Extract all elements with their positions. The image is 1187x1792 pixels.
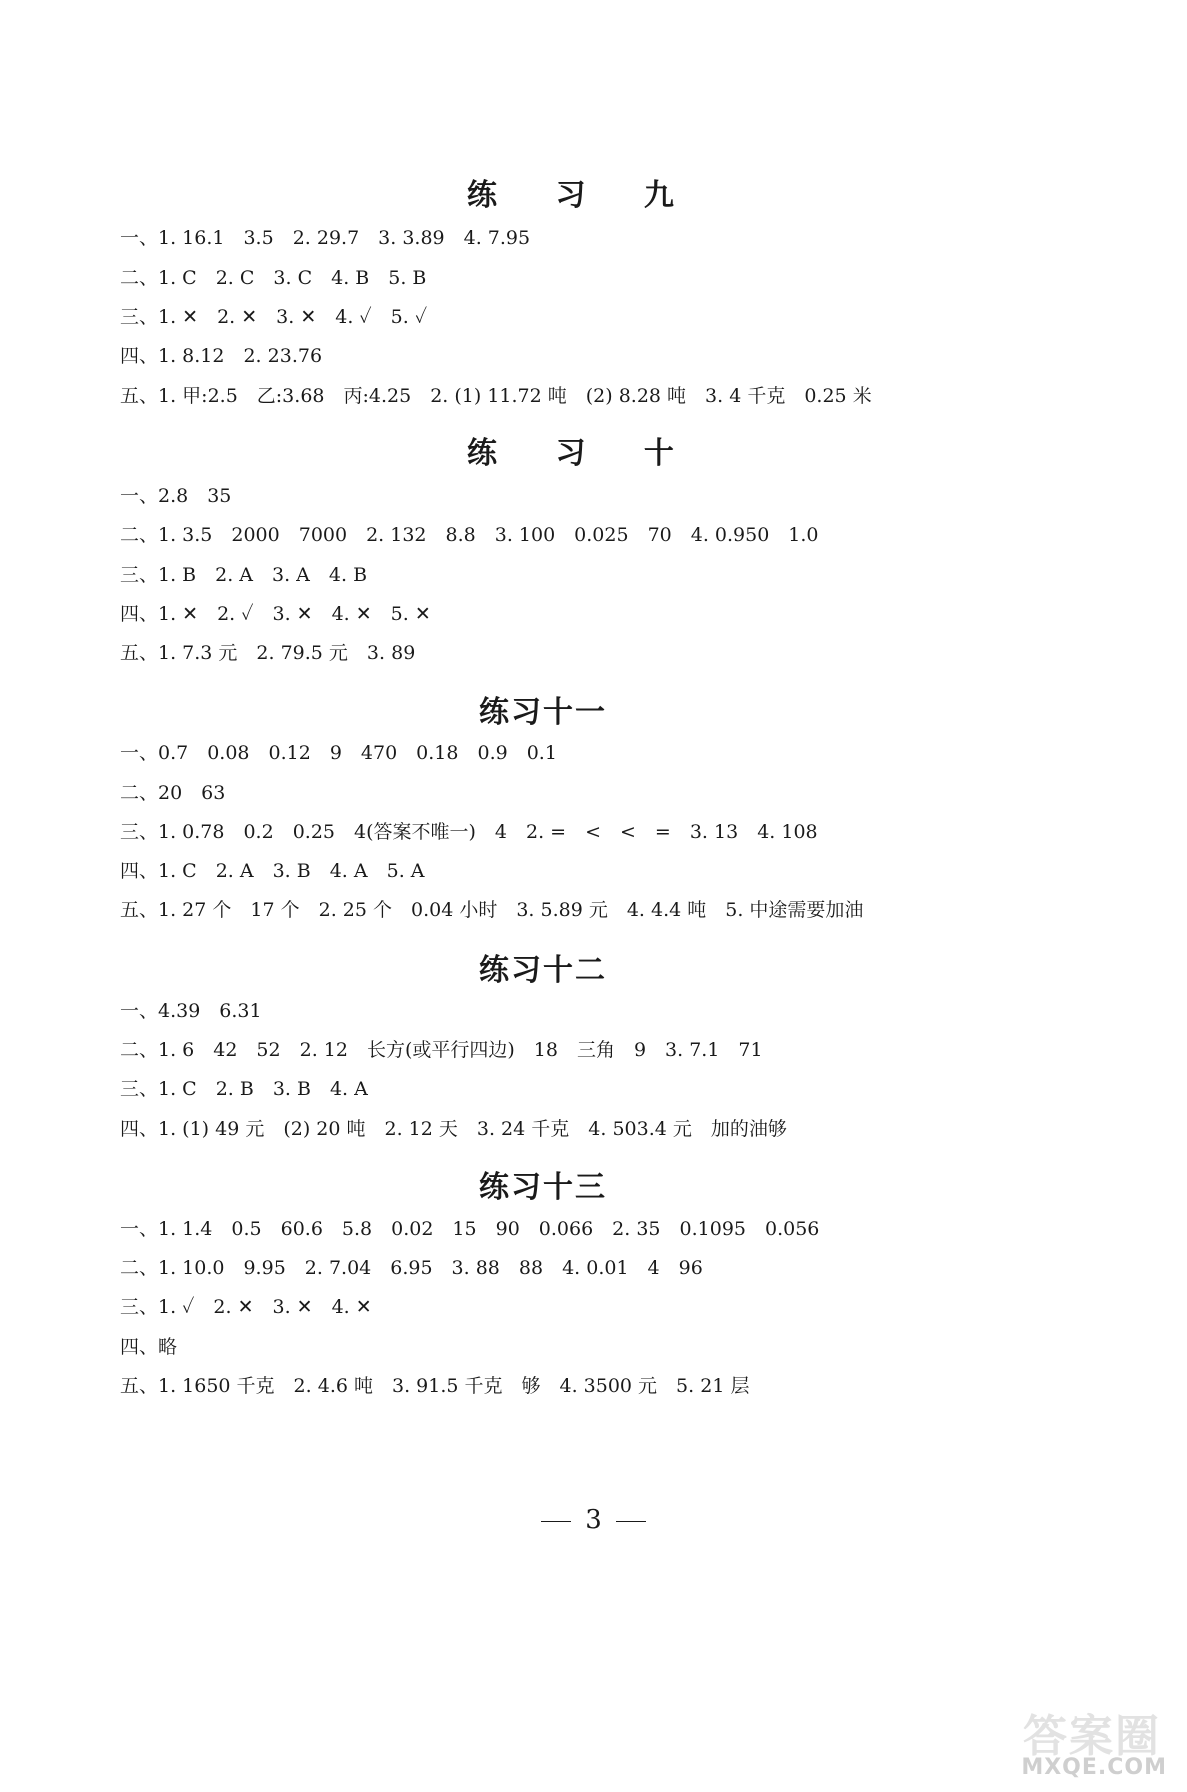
answer-line: 五、1. 27 个 17 个 2. 25 个 0.04 小时 3. 5.89 元 4. 4.4 吨 5. 中途需要加油 (120, 899, 864, 921)
watermark-logo: 答案圈 (1023, 1711, 1161, 1762)
section-title-lianxi-9: 练 习 九 (467, 178, 698, 213)
answer-line: 二、1. 10.0 9.95 2. 7.04 6.95 3. 88 88 4. 0.01 4 96 (120, 1257, 703, 1279)
answer-line: 三、1. ✓ 2. ✕ 3. ✕ 4. ✕ (120, 1296, 372, 1318)
answer-line: 三、1. 0.78 0.2 0.25 4(答案不唯一) 4 2. = < < = 3. 13 4. 108 (120, 821, 818, 843)
answer-line: 二、20 63 (120, 782, 226, 804)
section-title-lianxi-13: 练习十三 (479, 1170, 607, 1205)
answer-line: 一、4.39 6.31 (120, 1000, 262, 1022)
answer-line: 二、1. 6 42 52 2. 12 长方(或平行四边) 18 三角 9 3. 7.1 71 (120, 1039, 763, 1061)
section-title-lianxi-11: 练习十一 (479, 695, 607, 730)
answer-line: 二、1. 3.5 2000 7000 2. 132 8.8 3. 100 0.025 70 4. 0.950 1.0 (120, 524, 819, 546)
section-title-lianxi-10: 练 习 十 (467, 436, 698, 471)
answer-line: 三、1. B 2. A 3. A 4. B (120, 564, 368, 586)
answer-line: 四、1. (1) 49 元 (2) 20 吨 2. 12 天 3. 24 千克 4. 503.4 元 加的油够 (120, 1118, 787, 1140)
page-number (0, 1505, 1187, 1535)
answer-line: 一、0.7 0.08 0.12 9 470 0.18 0.9 0.1 (120, 742, 557, 764)
dash-left (541, 1521, 571, 1522)
answer-line: 一、2.8 35 (120, 485, 232, 507)
answer-line: 五、1. 7.3 元 2. 79.5 元 3. 89 (120, 642, 416, 664)
section-title-lianxi-12: 练习十二 (479, 953, 607, 988)
watermark-site: MXQE.COM (1021, 1755, 1167, 1780)
watermark (991, 1700, 1167, 1780)
answer-line: 四、略 (120, 1336, 178, 1358)
page-number-value: 3 (585, 1505, 602, 1535)
answer-line: 一、1. 1.4 0.5 60.6 5.8 0.02 15 90 0.066 2. 35 0.1095 0.056 (120, 1218, 820, 1240)
answer-line: 二、1. C 2. C 3. C 4. B 5. B (120, 267, 427, 289)
answer-line: 一、1. 16.1 3.5 2. 29.7 3. 3.89 4. 7.95 (120, 227, 531, 249)
answer-line: 四、1. 8.12 2. 23.76 (120, 345, 323, 367)
answer-line: 五、1. 甲:2.5 乙:3.68 丙:4.25 2. (1) 11.72 吨 (2) 8.28 吨 3. 4 千克 0.25 米 (120, 385, 872, 407)
dash-right (616, 1521, 646, 1522)
answer-line: 三、1. ✕ 2. ✕ 3. ✕ 4. ✓ 5. ✓ (120, 306, 428, 328)
answer-line: 三、1. C 2. B 3. B 4. A (120, 1078, 368, 1100)
answer-line: 四、1. C 2. A 3. B 4. A 5. A (120, 860, 425, 882)
answer-line: 五、1. 1650 千克 2. 4.6 吨 3. 91.5 千克 够 4. 3500 元 5. 21 层 (120, 1375, 750, 1397)
answer-line: 四、1. ✕ 2. ✓ 3. ✕ 4. ✕ 5. ✕ (120, 603, 431, 625)
